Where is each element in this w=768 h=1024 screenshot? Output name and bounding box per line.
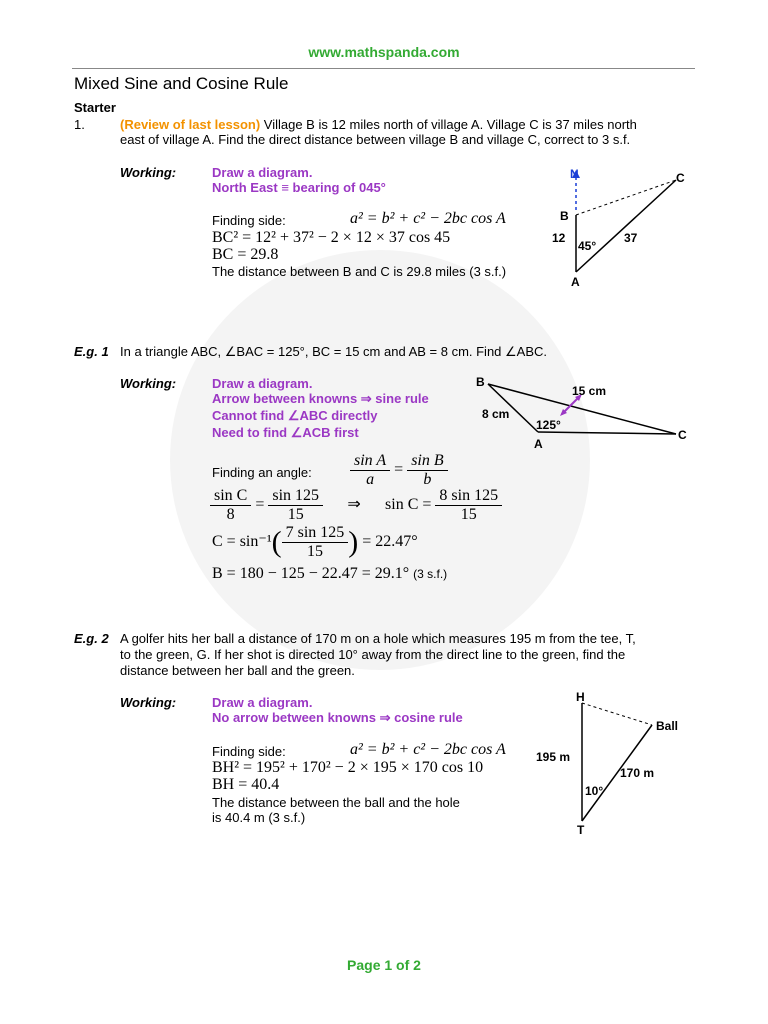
sine-rule: $\frac{\text{sin A}}{a}$ = $\frac{\text{sin B}}{b}$: [350, 452, 448, 489]
equation: BH = 40.4: [212, 776, 280, 793]
angle-label: 45°: [578, 239, 597, 253]
eg2-question-line: A golfer hits her ball a distance of 170 m on a hole which measures 195 m from the tee, T,: [120, 631, 636, 646]
starter-question-line2: east of village A. Find the direct distance between village B and village C, correct to 3 s.f.: [120, 132, 631, 147]
side-ac: [576, 180, 676, 272]
working-step: North East ≡ bearing of 045°: [212, 180, 386, 195]
angle-c-equation: C = sin⁻¹( $\frac{7 \sin 125}{15}$ ) = 22.47°: [212, 524, 418, 560]
denominator: 8: [226, 506, 235, 523]
finding-label: Finding an angle:: [212, 465, 312, 480]
vertex-a: A: [571, 275, 580, 289]
side-label-ac: 37: [624, 231, 638, 245]
working-label: Working:: [120, 376, 177, 391]
eg2-diagram: [530, 685, 700, 840]
working-step: Draw a diagram.: [212, 376, 313, 391]
sine-equation: $\frac{\text{sin C}}{8}$ = $\frac{\sin 125}{15}$ ⇒ sin C = $\frac{8 \sin 125}{15}$: [210, 487, 502, 524]
starter-question-text: Village B is 12 miles north of village A. Village C is 37 miles north: [260, 117, 637, 132]
conclusion: is 40.4 m (3 s.f.): [212, 810, 306, 825]
working-label: Working:: [120, 165, 177, 180]
starter-diagram: [540, 160, 700, 295]
starter-number: 1.: [74, 117, 85, 132]
numerator: 8 sin 125: [435, 487, 502, 506]
sf-note: (3 s.f.): [413, 567, 448, 581]
vertex-ball: Ball: [656, 719, 679, 733]
angle-b-equation: [212, 565, 447, 583]
implies-symbol: ⇒: [347, 496, 361, 514]
side-hb: [582, 703, 652, 725]
eg2-question-line: distance between her ball and the green.: [120, 663, 355, 678]
working-step: Need to find ∠ACB first: [212, 425, 359, 440]
angle-c-result: = 22.47°: [362, 533, 418, 551]
side-label-ab: 12: [552, 231, 566, 245]
page-title: Mixed Sine and Cosine Rule: [74, 74, 289, 93]
finding-label: Finding side:: [212, 744, 286, 759]
vertex-b: B: [560, 209, 569, 223]
working-step: Draw a diagram.: [212, 695, 313, 710]
side-label-tb: 170 m: [620, 766, 655, 780]
eg1-label: E.g. 1: [74, 344, 109, 359]
equation: BH² = 195² + 170² − 2 × 195 × 170 cos 10: [212, 759, 484, 776]
header-divider: [72, 68, 695, 69]
angle-label: 10°: [585, 784, 604, 798]
working-step: Cannot find ∠ABC directly: [212, 408, 378, 423]
numerator: sin B: [407, 452, 447, 471]
vertex-b: B: [476, 375, 485, 389]
vertex-t: T: [577, 823, 585, 837]
working-step: Draw a diagram.: [212, 165, 313, 180]
eg1-diagram: [470, 370, 700, 455]
eg2-question-line: to the green, G. If her shot is directed 10° away from the direct line to the green, find the: [120, 647, 626, 662]
eg1-question: In a triangle ABC, ∠BAC = 125°, BC = 15 cm and AB = 8 cm. Find ∠ABC.: [120, 344, 548, 359]
sin-c-eq: sin C =: [385, 496, 432, 514]
conclusion: The distance between the ball and the hole: [212, 795, 460, 810]
starter-heading: Starter: [74, 100, 116, 115]
side-ac: [538, 432, 676, 434]
side-bc: [576, 180, 676, 215]
numerator: 7 sin 125: [282, 524, 349, 543]
denominator: a: [366, 471, 375, 488]
side-label-bc: 15 cm: [572, 384, 607, 398]
starter-question-line1: [120, 117, 637, 132]
north-label: N: [570, 167, 579, 181]
equation: BC = 29.8: [212, 246, 279, 263]
equation: BC² = 12² + 37² − 2 × 12 × 37 cos 45: [212, 229, 451, 246]
angle-b-calc: B = 180 − 125 − 22.47 = 29.1°: [212, 565, 410, 582]
vertex-a: A: [534, 437, 543, 451]
denominator: 15: [460, 506, 477, 523]
side-label-th: 195 m: [536, 750, 571, 764]
working-step: No arrow between knowns ⇒ cosine rule: [212, 710, 463, 725]
review-tag: (Review of last lesson): [120, 117, 261, 132]
cosine-rule-formula: a² = b² + c² − 2bc cos A: [350, 210, 506, 227]
numerator: sin 125: [268, 487, 323, 506]
numerator: sin A: [350, 452, 390, 471]
cosine-rule-formula: a² = b² + c² − 2bc cos A: [350, 741, 506, 758]
working-step: Arrow between knowns ⇒ sine rule: [212, 391, 429, 406]
side-label-ab: 8 cm: [482, 407, 510, 421]
site-link[interactable]: www.mathspanda.com: [308, 44, 460, 60]
page-number: Page 1 of 2: [347, 957, 421, 973]
numerator: sin C: [210, 487, 251, 506]
vertex-h: H: [576, 690, 585, 704]
denominator: 15: [287, 506, 304, 523]
inverse-sine: C = sin⁻¹: [212, 533, 272, 551]
finding-label: Finding side:: [212, 213, 286, 228]
angle-label: 125°: [536, 418, 561, 432]
denominator: b: [423, 471, 432, 488]
eg2-label: E.g. 2: [74, 631, 109, 646]
conclusion: The distance between B and C is 29.8 miles (3 s.f.): [212, 264, 507, 279]
vertex-c: C: [678, 428, 687, 442]
vertex-c: C: [676, 171, 685, 185]
working-label: Working:: [120, 695, 177, 710]
denominator: 15: [306, 543, 323, 560]
